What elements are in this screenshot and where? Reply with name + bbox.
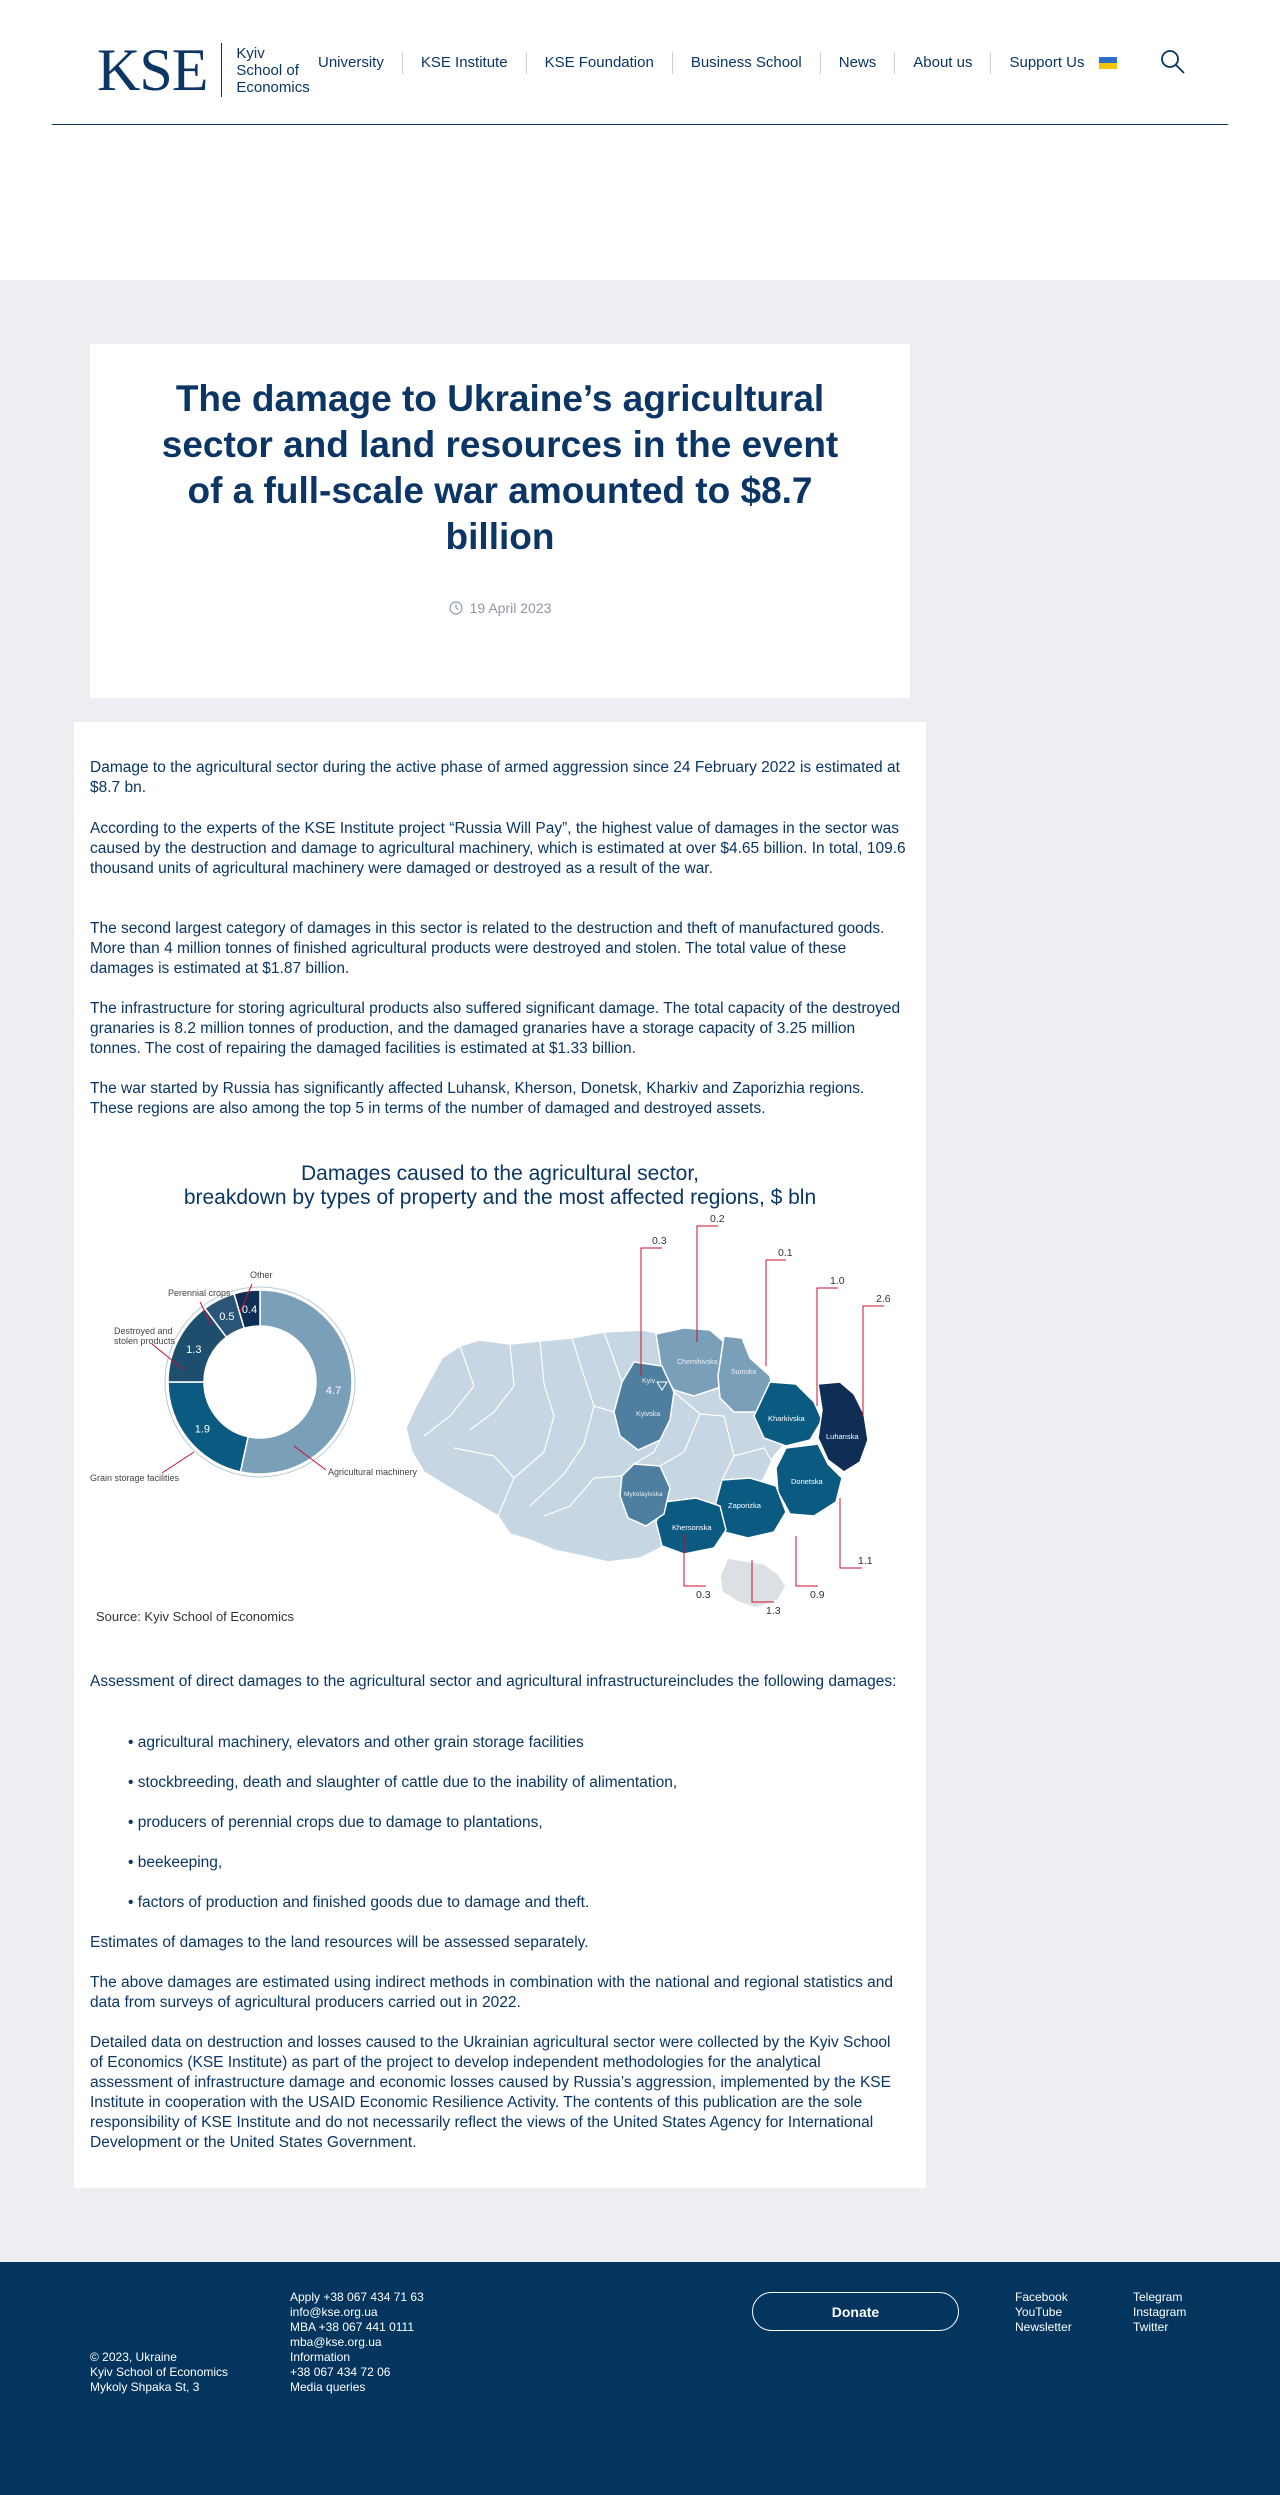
donut-category-label: Agricultural machinery (328, 1467, 418, 1477)
contact-information-phone[interactable]: +38 067 434 72 06 (290, 2365, 391, 2379)
social-youtube[interactable]: YouTube (1015, 2305, 1063, 2319)
donut-value-label: 4.7 (325, 1384, 342, 1397)
donut-leader-line (162, 1452, 194, 1473)
paragraph-3: The second largest category of damages in this sector is related to the destruction and theft of manufactured goods. More than 4 million tonnes of finished agricultural products were destroyed and stolen. The total value of these damages is estimated at $1.87 billion. (90, 920, 885, 977)
paragraph-1: Damage to the agricultural sector during the active phase of armed aggression since 24 February 2022 is estimated at $8.7 bn. (90, 759, 900, 796)
nav-kse-institute[interactable]: KSE Institute (402, 52, 526, 74)
donut-category-label: Grain storage facilities (90, 1473, 180, 1483)
article-date: 19 April 2023 (469, 600, 552, 616)
contact-apply[interactable]: Apply +38 067 434 71 63 (290, 2290, 424, 2304)
logo-divider (221, 43, 222, 97)
callout-line-chernihivska (697, 1226, 718, 1342)
bullet-1: • agricultural machinery, elevators and other grain storage facilities (128, 1734, 584, 1751)
callout-line-luhanska (863, 1306, 884, 1416)
title-card (90, 344, 910, 698)
nav-news[interactable]: News (820, 52, 895, 74)
logo-line-2: School of (236, 61, 299, 79)
map-label-luhanska: Luhanska (826, 1432, 859, 1441)
paragraph-4: The infrastructure for storing agricultural products also suffered significant damage. The total capacity of the destroyed granaries is 8.2 million tonnes of production, and the damaged granaries have a storage capacity of 3.25 million tonnes. The cost of repairing the damaged facilities is estimated at $1.33 billion. (90, 1000, 901, 1057)
map-label-sumska: Sumska (731, 1369, 757, 1376)
social-facebook[interactable]: Facebook (1015, 2290, 1068, 2304)
chart-source: Source: Kyiv School of Economics (96, 1609, 294, 1624)
article-body (74, 722, 926, 2188)
donut-category-label: Perennial crops (168, 1288, 231, 1298)
bullet-4: • beekeeping, (128, 1854, 223, 1871)
footer-copyright: © 2023, Ukraine (90, 2350, 177, 2364)
callout-value-kyivska: 0.3 (652, 1235, 667, 1247)
map-crimea (720, 1558, 786, 1608)
map-label-kharkivska: Kharkivska (768, 1414, 805, 1423)
bullet-2: • stockbreeding, death and slaughter of cattle due to the inability of alimentation, (128, 1774, 678, 1791)
site-header (0, 0, 1280, 280)
callout-value-donetska: 1.1 (858, 1555, 873, 1567)
callout-value-luhanska: 2.6 (876, 1293, 891, 1305)
contact-info-email[interactable]: info@kse.org.ua (290, 2305, 378, 2319)
map-label-mykolayivska: Mykolayivska (624, 1491, 663, 1498)
callout-value-chernihivska: 0.2 (710, 1213, 725, 1225)
logo-line-1: Kyiv (236, 44, 265, 62)
map-label-donetska: Donetska (791, 1477, 823, 1486)
chart-title (74, 1162, 926, 1210)
contact-information-label: Information (290, 2350, 351, 2364)
header-divider (52, 124, 1228, 125)
contact-media-queries[interactable]: Media queries (290, 2380, 366, 2394)
map-label-kyivska: Kyivska (636, 1411, 661, 1418)
callout-value-sumska: 0.1 (778, 1247, 793, 1259)
paragraph-5: The war started by Russia has significantly affected Luhansk, Kherson, Donetsk, Kharkiv and Zaporizhia regions. These regions are also among the top 5 in terms of the number of damaged and destroyed assets. (90, 1080, 865, 1117)
footer-street: Mykoly Shpaka St, 3 (90, 2380, 200, 2394)
callout-value-mykolayivska: 0.3 (696, 1589, 711, 1601)
social-telegram[interactable]: Telegram (1133, 2290, 1183, 2304)
social-instagram[interactable]: Instagram (1133, 2305, 1187, 2319)
footer-address (90, 2350, 228, 2395)
nav-about-us[interactable]: About us (894, 52, 990, 74)
donut-category-label: Other (250, 1270, 273, 1280)
contact-mba-email[interactable]: mba@kse.org.ua (290, 2335, 382, 2349)
clock-icon (449, 601, 463, 615)
closing-3: Detailed data on destruction and losses caused to the Ukrainian agricultural sector were collected by the Kyiv School of Economics (KSE Institute) as part of the project to develop independent methodologies for the analytical assessment of infrastructure damage and economic losses caused by Russia’s aggression, implemented by the KSE Institute in cooperation with the USAID Economic Resilience Activity. The contents of this publication are the sole responsibility of KSE Institute and do not necessarily reflect the views of the United States Agency for International Development or the United States Government. (90, 2034, 891, 2151)
article-title: The damage to Ukraine’s agricultural sector and land resources in the event of a full-scale war amounted to $8.7 billion (161, 378, 839, 557)
chart-title-line-1: Damages caused to the agricultural sector, (300, 1162, 700, 1185)
map-label-chernihivska: Chernihivska (677, 1359, 718, 1366)
social-newsletter[interactable]: Newsletter (1015, 2320, 1072, 2334)
callout-value-khersonska: 1.3 (766, 1605, 781, 1617)
donate-button[interactable]: Donate (752, 2292, 959, 2331)
nav-kse-foundation[interactable]: KSE Foundation (526, 52, 672, 74)
footer-contacts (290, 2290, 424, 2395)
bullet-5: • factors of production and finished goods due to damage and theft. (128, 1894, 590, 1911)
main-nav (302, 52, 1103, 74)
kse-logo[interactable] (97, 37, 310, 103)
logo-line-3: Economics (236, 78, 310, 96)
closing-2: The above damages are estimated using indirect methods in combination with the national and regional statistics and data from surveys of agricultural producers carried out in 2022. (90, 1974, 894, 2011)
callout-value-zaporizka: 0.9 (810, 1589, 825, 1601)
callout-value-kharkivska: 1.0 (830, 1275, 845, 1287)
map-label-kyiv: Kyiv (642, 1378, 656, 1385)
donut-value-label: 1.3 (186, 1343, 202, 1356)
nav-university[interactable]: University (318, 54, 384, 71)
footer-social-2 (1133, 2290, 1186, 2335)
bullet-3: • producers of perennial crops due to damage to plantations, (128, 1814, 543, 1831)
callout-line-sumska (766, 1260, 786, 1366)
footer-social-1 (1015, 2290, 1072, 2335)
donut-category-label: Destroyed and (114, 1326, 173, 1336)
site-footer (0, 2262, 1280, 2495)
contact-mba-phone[interactable]: MBA +38 067 441 0111 (290, 2320, 414, 2334)
donut-value-label: 1.9 (194, 1423, 211, 1436)
map-label-zaporizka: Zaporizka (728, 1501, 761, 1510)
date-row (90, 600, 910, 616)
nav-support-us[interactable]: Support Us (990, 52, 1102, 74)
flag-yellow-stripe (1099, 63, 1117, 69)
language-flag-icon[interactable] (1099, 57, 1117, 69)
closing-1: Estimates of damages to the land resources will be assessed separately. (90, 1934, 589, 1951)
donut-category-label: stolen products (114, 1336, 176, 1346)
logo-text (236, 45, 309, 96)
assessment-intro: Assessment of direct damages to the agricultural sector and agricultural infrastructureincludes the following damages: (90, 1673, 897, 1690)
donut-chart (165, 1287, 355, 1477)
paragraph-2: According to the experts of the KSE Institute project “Russia Will Pay”, the highest value of damages in the sector was caused by the destruction and damage to agricultural machinery, which is estimated at over $4.65 billion. In total, 109.6 thousand units of agricultural machinery were damaged or destroyed as a result of the war. (90, 820, 906, 877)
logo-mark: KSE (97, 37, 208, 103)
donut-value-label: 0.5 (219, 1310, 235, 1323)
search-icon[interactable] (1160, 49, 1186, 75)
chart-title-line-2: breakdown by types of property and the most affected regions, $ bln (183, 1186, 817, 1209)
nav-business-school[interactable]: Business School (672, 52, 820, 74)
donut-value-label: 0.4 (241, 1303, 258, 1316)
social-twitter[interactable]: Twitter (1133, 2320, 1169, 2334)
callout-line-zaporizka (796, 1536, 818, 1586)
map-label-khersonska: Khersonska (672, 1523, 712, 1532)
ukraine-map (406, 1328, 868, 1608)
footer-school-name: Kyiv School of Economics (90, 2365, 229, 2379)
